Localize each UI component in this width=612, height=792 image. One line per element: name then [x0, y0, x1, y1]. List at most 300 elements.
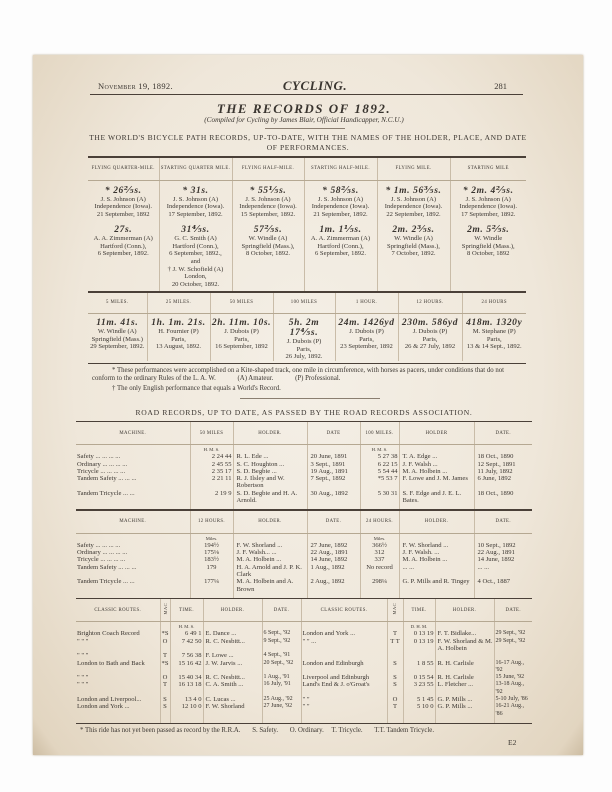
legend-safety: S. Safety. [252, 727, 279, 735]
units-cell [76, 445, 190, 454]
record-time: 1h. 1m. 21s. [151, 317, 206, 328]
column-header: STARTING MILE [450, 158, 526, 181]
legend-tricycle: T. Tricycle. [331, 727, 363, 735]
route-name: " " " [77, 652, 89, 660]
record-line: 21 September, 1892. [313, 210, 368, 218]
column-header: FLYING QUARTER-MILE. [88, 158, 159, 181]
record-line: W. Windle (A) [394, 235, 433, 243]
record-line: J. S. Johnson (A) [100, 195, 146, 203]
holder-name [435, 652, 494, 659]
path-records-short-table [88, 158, 526, 292]
record-cell [88, 313, 147, 360]
units-cell [233, 533, 307, 542]
column-header: 24 HOURS. [360, 511, 399, 534]
record-line: 6 September, 1892. [314, 250, 366, 258]
record-line: Springfield (Mass.), [461, 242, 515, 250]
route-name: " " " [77, 681, 89, 689]
column-header: 100 MILES [273, 293, 335, 314]
units-row [76, 533, 532, 542]
holder-name: M. A. Holbein and A. Brown [233, 578, 307, 598]
table-row [76, 696, 532, 703]
path-table-bottom-rule [88, 363, 526, 364]
record-line: 13 & 14 Sept., 1892. [466, 343, 522, 351]
record-time: 24m. 1426yd [338, 317, 395, 328]
units-cell: H. M. S. [170, 622, 203, 631]
record-line: † J. W. Schofield (A) [167, 265, 224, 273]
record-time: 31⅘s. [181, 225, 210, 236]
record-line: A. A. Zimmerman (A) [93, 235, 153, 243]
record-line: Independence (Iowa). [166, 203, 225, 211]
holder-name: F. W. Shorland [203, 703, 262, 723]
path-footnote-kite [92, 367, 522, 383]
units-cell [435, 622, 494, 631]
header-row [76, 599, 532, 622]
road-footnote [80, 727, 532, 735]
record-date: 30 Aug., 1892 [307, 490, 360, 510]
record-date: 2 Aug., 1892 [307, 578, 360, 598]
record-line: J. S. Johnson (A) [172, 195, 219, 203]
record-date: 29 Sept., '92 [494, 638, 532, 653]
record-date: 20 Sept., '92 [262, 660, 301, 675]
road-distance-records-table [76, 422, 532, 509]
column-header: 50 MILES [190, 422, 233, 445]
record-value: 2 24 44 [190, 453, 233, 460]
record-cell [232, 221, 304, 291]
route-name: " " [301, 696, 387, 703]
path-records-long-table [88, 293, 526, 361]
table-row [76, 556, 532, 563]
machine-code [387, 652, 403, 659]
record-line: Paris, [234, 335, 249, 343]
column-header: DATE. [474, 422, 532, 445]
units-cell: Miles. [190, 533, 233, 542]
column-header: HOLDER. [233, 511, 307, 534]
title-divider [265, 128, 345, 129]
record-time: * 2m. 4⅖s. [462, 185, 514, 196]
record-value: No record [360, 564, 399, 579]
column-header: MACHINE. [76, 422, 190, 445]
holder-name: M. A. Holbein ... [399, 468, 474, 475]
record-line: J. Dubois (P) [286, 337, 322, 345]
table-row [76, 578, 532, 598]
machine-name: Tricycle ... ... ... ... [77, 467, 126, 475]
units-cell [474, 445, 532, 454]
record-value: 179 [190, 564, 233, 579]
record-line: 15 September, 1892. [240, 210, 296, 218]
route-name: London to Bath and Back [77, 659, 145, 667]
record-line: 20 October, 1892. [171, 280, 220, 288]
article-title: THE RECORDS OF 1892. [216, 101, 392, 116]
record-line: 26 & 27 July, 1892 [404, 343, 456, 351]
journal-title: CYCLING. [282, 78, 348, 93]
holder-name: C. A. Smith ... [203, 681, 262, 696]
record-line: W. Windle [474, 235, 503, 243]
machine-name: Tandem Tricycle ... ... [77, 578, 135, 586]
units-cell [76, 533, 190, 542]
record-date: ... ... [474, 564, 532, 579]
legend-tandem-tricycle: T.T. Tandem Tricycle. [374, 727, 435, 735]
record-value: 2 45 55 [190, 461, 233, 468]
column-header: HOLDER. [399, 511, 474, 534]
record-date: 1 Aug., '91 [262, 674, 301, 681]
record-line: J. Dubois (P) [224, 327, 259, 335]
record-time: 7 42 50 [170, 638, 203, 653]
classic-routes-table [76, 599, 532, 723]
record-date: 16-21 Aug., '86 [494, 703, 532, 723]
record-date: 27 June, '92 [262, 703, 301, 723]
record-time: * 31s. [182, 185, 209, 196]
route-name [301, 652, 387, 659]
table-row [76, 542, 532, 549]
holder-name: R. H. Carlisle [435, 660, 494, 675]
units-cell [387, 622, 403, 631]
amateur-legend: (A) Amateur. [237, 374, 274, 382]
machine-code: T [160, 652, 170, 659]
column-header: 12 HOURS. [190, 511, 233, 534]
holder-name: R. L. Ede ... [233, 453, 307, 460]
column-header: 50 MILES [210, 293, 273, 314]
table-row [76, 475, 532, 490]
holder-name: J. W. Jarvis ... [203, 660, 262, 675]
column-header: 25 MILES. [147, 293, 210, 314]
holder-name: S. C. Houghton ... [233, 461, 307, 468]
record-value: 175⅛ [190, 549, 233, 556]
holder-name: J. F. Walsh ... [399, 461, 474, 468]
record-value: 183½ [190, 556, 233, 563]
record-value: *5 53 7 [360, 475, 399, 490]
column-header: TIME. [403, 599, 435, 622]
machine-name: Safety ... ... ... ... [77, 541, 121, 549]
record-cell [304, 221, 377, 291]
record-line: W. Windle (A) [97, 327, 137, 335]
record-date: 5-10 July, '86 [494, 696, 532, 703]
column-header: 1 HOUR. [335, 293, 398, 314]
table-row [76, 468, 532, 475]
machine-code: *S [161, 630, 169, 638]
route-name: Brighton Coach Record [77, 630, 140, 638]
column-header: DATE. [494, 599, 532, 622]
route-name: " " ... [301, 638, 387, 653]
route-name: London and York ... [77, 703, 130, 711]
record-line: Hartford (Conn.), [172, 242, 219, 250]
units-cell [494, 622, 532, 631]
record-value: 194½ [190, 542, 233, 549]
signature-mark: E2 [508, 738, 517, 748]
record-line: Springfield (Mass.) [91, 335, 143, 343]
record-cell [377, 221, 450, 291]
machine-code: S [160, 703, 170, 723]
record-line: J. S. Johnson (A) [390, 195, 437, 203]
record-line: 6 September, 1892. [97, 250, 149, 258]
record-cell [273, 313, 335, 360]
record-row [88, 313, 526, 360]
record-line: Independence (Iowa). [311, 203, 370, 211]
column-header [387, 599, 403, 622]
unratified-note: * This ride has not yet been passed as record by the R.R.A. [80, 727, 241, 735]
record-date: 29 Sept., '92 [494, 630, 532, 637]
record-time: 418m. 1320y [466, 317, 523, 328]
units-row [76, 445, 532, 454]
header-rule [90, 94, 523, 95]
record-date: 25 Aug., '92 [262, 696, 301, 703]
record-line: 26 July, 1892. [285, 353, 323, 361]
record-time: 0 13 19 [403, 638, 435, 653]
record-time: 6 49 1 [170, 630, 203, 637]
machine-code: *S [160, 660, 170, 675]
record-line: Paris, [422, 335, 438, 343]
record-time: * 26⅖s. [104, 185, 142, 196]
record-cell [88, 180, 159, 221]
table-row [76, 660, 532, 675]
route-name: " " " [77, 637, 89, 645]
record-line: J. S. Johnson (A) [317, 195, 364, 203]
record-value: 366½ [360, 542, 399, 549]
machine-code: T [160, 681, 170, 696]
record-cell [159, 221, 232, 291]
record-date: 13-18 Aug., '92 [494, 681, 532, 696]
header-row [88, 158, 526, 181]
record-value: 312 [360, 549, 399, 556]
machine-code: S [387, 660, 403, 675]
header-row [88, 293, 526, 314]
holder-name: L. Fletcher ... [435, 681, 494, 696]
page-content [76, 78, 532, 747]
table-row [76, 453, 532, 460]
record-cell [232, 180, 304, 221]
holder-name: R. H. Carlisle [435, 674, 494, 681]
record-time: * 55⅕s. [249, 185, 287, 196]
road-time-records-table [76, 511, 532, 598]
holder-name: E. Dance ... [203, 630, 262, 637]
record-value: 2 21 11 [190, 475, 233, 490]
record-date: 4 Oct., 1887 [474, 578, 532, 598]
holder-name: J. F. Walsh. ... [399, 549, 474, 556]
record-time: 15 40 34 [170, 674, 203, 681]
column-header: TIME. [170, 599, 203, 622]
record-cell [398, 313, 462, 360]
column-header: FLYING HALF-MILE. [232, 158, 304, 181]
record-time: * 1m. 56⅗s. [385, 185, 442, 196]
record-date: 18 Oct., 1890 [474, 453, 532, 460]
record-line: Paris, [296, 345, 312, 353]
column-header: DATE. [474, 511, 532, 534]
units-cell [203, 622, 262, 631]
holder-name: F. Lowe ... [203, 652, 262, 659]
holder-name: R. J. Ilsley and W. Robertson [233, 475, 307, 490]
route-name: London and York ... [301, 630, 387, 637]
record-time: 0 15 54 [403, 674, 435, 681]
column-header: HOLDER. [233, 422, 307, 445]
table-row [76, 630, 532, 637]
units-cell [474, 533, 532, 542]
mac-label: MAC [392, 603, 398, 615]
record-date: 27 June, 1892 [307, 542, 360, 549]
units-cell [301, 622, 387, 631]
table-row [76, 564, 532, 579]
record-line: Springfield (Mass.), [387, 242, 440, 250]
units-cell [76, 622, 160, 631]
record-date: 14 June, 1892 [307, 556, 360, 563]
record-date: 22 Aug., 1891 [474, 549, 532, 556]
record-row [88, 180, 526, 221]
record-value: 2 35 17 [190, 468, 233, 475]
column-header: CLASSIC ROUTES. [301, 599, 387, 622]
record-line: 17 September, 1892. [168, 210, 223, 218]
record-line: J. S. Johnson (A) [465, 195, 511, 203]
machine-name: Tandem Safety ... ... ... [77, 475, 137, 483]
units-cell: Miles. [360, 533, 399, 542]
record-time: 5h. 2m 17⅘s. [288, 317, 320, 338]
record-line: 21 September, 1892 [96, 210, 150, 218]
record-time: 11m. 41s. [96, 317, 139, 328]
column-header: CLASSIC ROUTES. [76, 599, 160, 622]
record-time: 3 23 55 [403, 681, 435, 696]
record-line: Independence (Iowa). [239, 203, 297, 211]
route-name: " " [301, 703, 387, 723]
column-header: 5 MILES. [88, 293, 147, 314]
professional-legend: (P) Professional. [295, 374, 341, 382]
units-cell [307, 533, 360, 542]
record-value: 6 22 15 [360, 461, 399, 468]
record-cell [335, 313, 398, 360]
column-header: DATE. [307, 511, 360, 534]
machine-code: O [387, 696, 403, 703]
record-date: 4 Sept., '91 [262, 652, 301, 659]
table-row [76, 674, 532, 681]
record-value: 5 27 38 [360, 453, 399, 460]
record-time: 1m. 1⅕s. [319, 225, 362, 236]
record-line: 17 September, 1892. [461, 210, 516, 218]
record-line: 6 September, 1892., [169, 250, 222, 258]
record-time: 13 4 0 [170, 696, 203, 703]
table-row [76, 703, 532, 723]
record-line: 16 September, 1892 [215, 343, 268, 351]
column-header: STARTING HALF-MILE. [304, 158, 377, 181]
record-time: 230m. 586yd [401, 317, 459, 328]
record-time: 15 16 42 [170, 660, 203, 675]
record-time: 2m. 5⅖s. [467, 225, 510, 236]
issue-date: November 19, 1892. [98, 81, 173, 91]
holder-name: T. A. Edge ... [399, 453, 474, 460]
record-time: 12 10 0 [170, 703, 203, 723]
record-line: Paris, [486, 335, 502, 343]
page-number: 281 [494, 81, 507, 91]
route-name: London and Edinburgh [301, 660, 387, 675]
holder-name: S. D. Begbie ... [233, 468, 307, 475]
column-header: DATE. [262, 599, 301, 622]
section-divider [240, 398, 380, 399]
table-row [76, 461, 532, 468]
holder-name: M. A. Holbein ... [233, 556, 307, 563]
route-name: Liverpool and Edinburgh [301, 674, 387, 681]
record-line: Paris, [171, 335, 186, 343]
record-date: 19 Aug., 1891 [307, 468, 360, 475]
holder-name: S. D. Begbie and H. A. Arnold. [233, 490, 307, 510]
column-header: 24 HOURS [462, 293, 526, 314]
path-records-heading: THE WORLD'S BICYCLE PATH RECORDS, UP-TO-DATE, WITH THE NAMES OF THE HOLDER, PLACE, AND DATE OF PERFORMANCES. [89, 133, 527, 152]
column-header: DATE [307, 422, 360, 445]
table-row [76, 681, 532, 696]
holder-name: G. P. Mills and R. Tingey [399, 578, 474, 598]
units-cell [307, 445, 360, 454]
record-line: M. Stephane (P) [472, 327, 516, 335]
record-line: 8 October, 1892 [467, 250, 510, 258]
record-date: 20 June, 1891 [307, 453, 360, 460]
record-cell [377, 180, 450, 221]
record-line: and [190, 258, 201, 266]
holder-name: F. W. Shorland ... [399, 542, 474, 549]
record-cell [462, 313, 526, 360]
holder-name: G. P. Mills ... [435, 696, 494, 703]
holder-name: S. F. Edge and J. E. L. Bates. [399, 490, 474, 510]
classic-table-bottom-rule [76, 723, 532, 725]
column-header: 12 HOURS. [398, 293, 462, 314]
record-date: 6 Sept., '92 [262, 630, 301, 637]
record-cell [159, 180, 232, 221]
mac-label: MAC [162, 603, 168, 615]
record-cell [88, 221, 159, 291]
machine-code: O [160, 674, 170, 681]
record-date: 6 June, 1892 [474, 475, 532, 490]
units-cell: H. M. S. [190, 445, 233, 454]
record-date: 1 Aug., 1892 [307, 564, 360, 579]
record-line: London, [184, 273, 207, 281]
holder-name: F. T. Bidlake... [435, 630, 494, 637]
record-cell [147, 313, 210, 360]
holder-name: F. W. Shorland ... [233, 542, 307, 549]
units-row [76, 622, 532, 631]
record-line: A. A. Zimmerman (A) [310, 235, 371, 243]
machine-code: S [387, 674, 403, 681]
machine-name: Tricycle ... ... ... ... [77, 556, 126, 564]
record-date: 16 July, '91 [262, 681, 301, 696]
record-line: 29 September, 1892. [90, 343, 145, 351]
holder-name: J. F. Walsh... ... [233, 549, 307, 556]
route-name: London and Liverpool... [77, 696, 142, 704]
holder-name: C. Lucas ... [203, 696, 262, 703]
units-cell [233, 445, 307, 454]
route-name: Land's End & J. o'Groat's [301, 681, 387, 696]
table-row [76, 549, 532, 556]
record-time: 27s. [114, 225, 133, 236]
column-header: MACHINE. [76, 511, 190, 534]
holder-name: F. W. Shorland & M. A. Holbein [435, 638, 494, 653]
record-value: 177¼ [190, 578, 233, 598]
column-header [160, 599, 170, 622]
record-cell [210, 313, 273, 360]
record-date: 22 Aug., 1891 [307, 549, 360, 556]
record-date: 9 Sept., '92 [262, 638, 301, 653]
record-time: 5 1 45 [403, 696, 435, 703]
table-row [76, 490, 532, 510]
record-date: 15 June, '92 [494, 674, 532, 681]
holder-name: R. C. Nesbitt... [203, 638, 262, 653]
column-header: FLYING MILE. [377, 158, 450, 181]
machine-code: T T [387, 638, 403, 653]
record-cell [450, 221, 526, 291]
record-time: 57⅖s. [253, 225, 283, 236]
machine-code: T [387, 630, 403, 637]
record-cell [450, 180, 526, 221]
header-row [76, 422, 532, 445]
record-line: W. Windle (A) [248, 235, 288, 243]
route-name: " " " [77, 674, 89, 682]
holder-name: G. P. Mills ... [435, 703, 494, 723]
units-cell: D. H. M. [403, 622, 435, 631]
record-value: 5 30 31 [360, 490, 399, 510]
record-date: 3 Sept., 1891 [307, 461, 360, 468]
units-cell: H. M. S. [360, 445, 399, 454]
